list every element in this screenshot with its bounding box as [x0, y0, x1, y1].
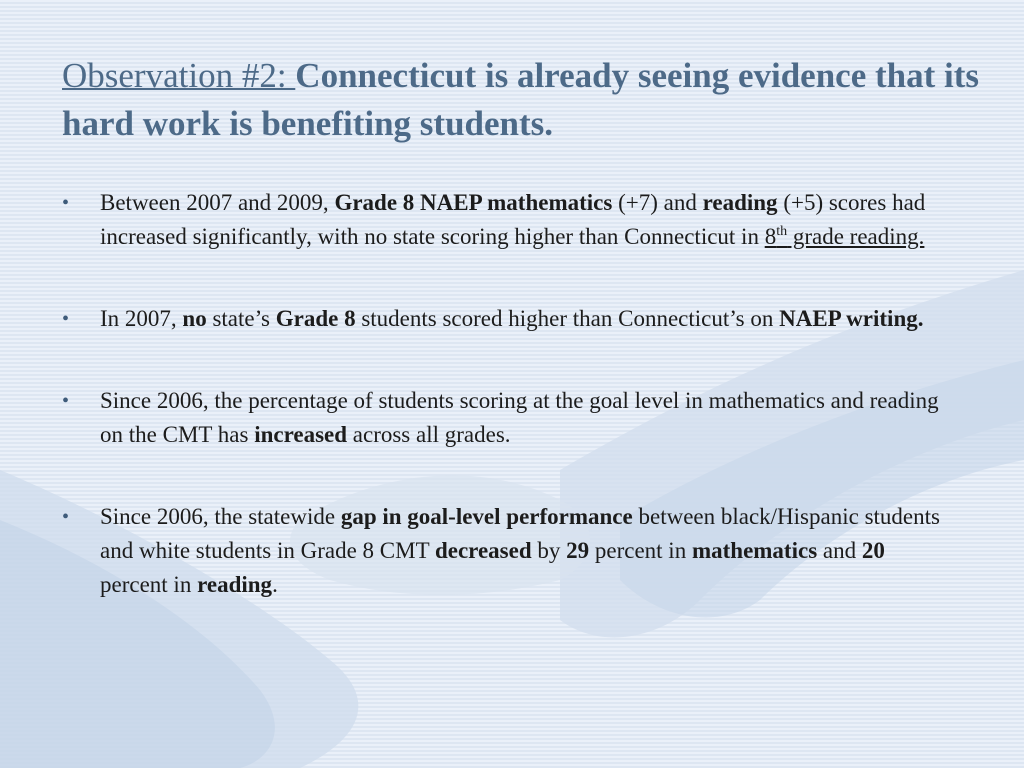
bullet-text: (+5) scores had increased significantly, with no state scoring higher than Connecticut in: [100, 190, 926, 249]
bullet-bold-text: reading: [702, 190, 778, 215]
bullet-bold-text: NAEP writing.: [779, 306, 924, 331]
bullet-text: Since 2006, the percentage of students scoring at the goal level in mathematics and reading on the CMT has: [100, 388, 939, 447]
underlined-number: 8: [764, 224, 777, 249]
bullet-item: [62, 302, 952, 336]
bullet-text: Between 2007 and 2009,: [100, 190, 335, 215]
bullet-bold-text: 29: [566, 538, 590, 563]
bullet-dot-icon: •: [62, 192, 70, 214]
bullet-bold-text: mathematics: [691, 538, 818, 563]
bullet-bold-text: decreased: [434, 538, 532, 563]
bullet-text: Since 2006, the statewide: [100, 504, 341, 529]
bullet-dot-icon: •: [62, 390, 70, 412]
bullet-dot-icon: •: [62, 506, 70, 528]
bullet-text: .: [272, 572, 278, 597]
underlined-phrase: grade reading.: [787, 224, 925, 249]
bullet-text: percent in: [100, 572, 198, 597]
bullet-list: [62, 186, 952, 602]
bullet-bold-text: Grade 8: [275, 306, 356, 331]
bullet-text: (+7) and: [612, 190, 703, 215]
bullet-dot-icon: •: [62, 308, 70, 330]
bullet-bold-text: gap in goal-level performance: [340, 504, 633, 529]
bullet-text: between black/Hispanic students and white students in Grade 8 CMT: [100, 504, 940, 563]
bullet-text: across all grades.: [347, 422, 511, 447]
bullet-text: and: [817, 538, 862, 563]
bullet-bold-text: reading: [197, 572, 273, 597]
bullet-text: students scored higher than Connecticut’s on: [355, 306, 780, 331]
bullet-item: [62, 500, 952, 602]
bullet-item: [62, 384, 952, 452]
bullet-text: state’s: [206, 306, 276, 331]
bullet-bold-text: 20: [861, 538, 885, 563]
bullet-text: In 2007,: [100, 306, 183, 331]
bullet-bold-text: Grade 8 NAEP mathematics: [334, 190, 613, 215]
title-observation-label: Observation #2:: [62, 56, 296, 95]
superscript-text: th: [776, 224, 788, 239]
bullet-text: percent in: [589, 538, 692, 563]
underlined-text: [765, 224, 925, 249]
title-main-text: Connecticut is already seeing evidence that its hard work is benefiting students.: [62, 56, 980, 143]
bullet-text: by: [531, 538, 567, 563]
slide-title: [62, 52, 982, 148]
bullet-item: [62, 186, 952, 254]
bullet-bold-text: no: [182, 306, 207, 331]
bullet-bold-text: increased: [254, 422, 348, 447]
